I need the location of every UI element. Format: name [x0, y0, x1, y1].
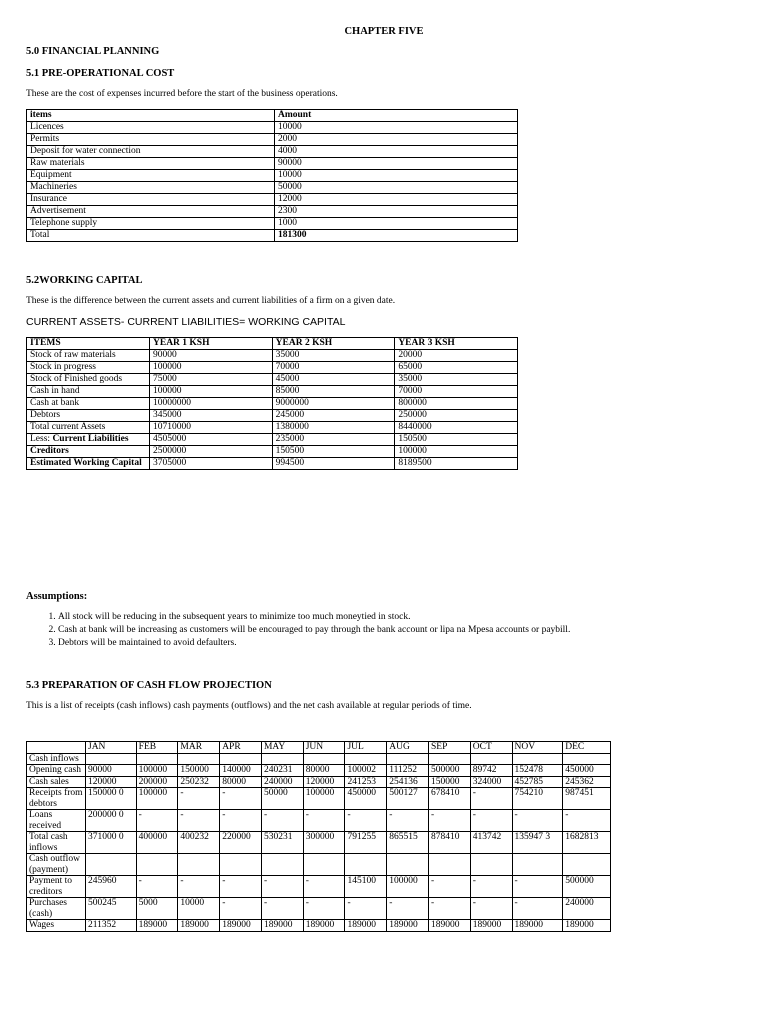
table-cell: 189000 — [512, 920, 563, 932]
table-cell: Receipts from debtors — [27, 788, 86, 810]
table-cell: 245362 — [563, 776, 611, 788]
table-row — [27, 218, 518, 230]
table-row — [27, 788, 611, 810]
table-row — [27, 876, 611, 898]
table-cell: Advertisement — [27, 206, 275, 218]
table-cell: 8189500 — [395, 458, 518, 470]
table-cell — [220, 854, 262, 876]
table-cell: 1000 — [275, 218, 518, 230]
table-cell: 70000 — [272, 362, 395, 374]
table-row — [27, 158, 518, 170]
table-cell: 791255 — [345, 832, 387, 854]
table-row — [27, 920, 611, 932]
table-cell: 10710000 — [150, 422, 273, 434]
table-cell: Deposit for water connection — [27, 146, 275, 158]
table-cell: - — [261, 810, 303, 832]
table-cell: - — [470, 876, 512, 898]
table-cell: 111252 — [387, 765, 429, 777]
assumption-item: 2. Cash at bank will be increasing as customers will be encouraged to pay through the bank account or lipa na Mpesa accounts or paybill. — [58, 624, 758, 637]
assumption-item: 1. All stock will be reducing in the subsequent years to minimize too much moneytied in stock. — [58, 611, 758, 624]
table-cell: - — [429, 810, 471, 832]
column-header: ITEMS — [27, 338, 150, 350]
table-cell: 150000 — [178, 765, 220, 777]
table-cell: 200000 0 — [86, 810, 137, 832]
chapter-title: CHAPTER FIVE — [344, 26, 424, 37]
table-cell: Total current Assets — [27, 422, 150, 434]
section-52-description: These is the difference between the current assets and current liabilities of a firm on a given date. — [26, 296, 396, 306]
table-row — [27, 362, 518, 374]
column-header: APR — [220, 742, 262, 754]
table-cell: Cash at bank — [27, 398, 150, 410]
table-cell: 189000 — [261, 920, 303, 932]
table-cell: 800000 — [395, 398, 518, 410]
table-cell — [303, 753, 345, 765]
table-cell: 50000 — [275, 182, 518, 194]
table-cell: 250232 — [178, 776, 220, 788]
table-cell: 65000 — [395, 362, 518, 374]
column-header: JUN — [303, 742, 345, 754]
table-cell: - — [178, 876, 220, 898]
table-cell: - — [470, 788, 512, 810]
table-cell: 10000000 — [150, 398, 273, 410]
less-current-liabilities — [27, 434, 150, 446]
table-cell: 12000 — [275, 194, 518, 206]
table-cell: - — [387, 898, 429, 920]
column-header: MAR — [178, 742, 220, 754]
column-header: NOV — [512, 742, 563, 754]
table-cell: Total cash inflows — [27, 832, 86, 854]
table-cell — [178, 753, 220, 765]
table-cell: 45000 — [272, 374, 395, 386]
table-cell: 150000 — [429, 776, 471, 788]
table-cell: Telephone supply — [27, 218, 275, 230]
table-cell — [345, 753, 387, 765]
table-cell: 2300 — [275, 206, 518, 218]
table-row — [27, 446, 518, 458]
section-53-description: This is a list of receipts (cash inflows) cash payments (outflows) and the net cash available at regular periods of time. — [26, 701, 472, 711]
table-cell — [470, 854, 512, 876]
table-cell: - — [261, 898, 303, 920]
table-cell: 189000 — [429, 920, 471, 932]
table-cell: 100002 — [345, 765, 387, 777]
table-cell: 189000 — [303, 920, 345, 932]
table-cell: 100000 — [387, 876, 429, 898]
table-cell: 240000 — [563, 898, 611, 920]
table-cell: 90000 — [86, 765, 137, 777]
table-cell: 987451 — [563, 788, 611, 810]
table-cell: - — [470, 898, 512, 920]
table-cell: - — [429, 898, 471, 920]
column-header: YEAR 1 KSH — [150, 338, 273, 350]
table-cell: 135947 3 — [512, 832, 563, 854]
table-cell: 500245 — [86, 898, 137, 920]
table-cell: 220000 — [220, 832, 262, 854]
table-row — [27, 206, 518, 218]
working-capital-formula: CURRENT ASSETS- CURRENT LIABILITIES= WORKING CAPITAL — [26, 316, 346, 328]
table-cell: 152478 — [512, 765, 563, 777]
table-cell: Insurance — [27, 194, 275, 206]
table-cell: 345000 — [150, 410, 273, 422]
table-cell: 250000 — [395, 410, 518, 422]
table-cell: - — [220, 788, 262, 810]
table-header-row — [27, 742, 611, 754]
assumptions-heading: Assumptions: — [26, 591, 88, 602]
section-50-heading: 5.0 FINANCIAL PLANNING — [26, 46, 160, 57]
table-cell: Permits — [27, 134, 275, 146]
table-cell: Creditors — [27, 446, 150, 458]
table-cell — [303, 854, 345, 876]
table-row — [27, 898, 611, 920]
column-header: FEB — [136, 742, 178, 754]
table-cell: Cash sales — [27, 776, 86, 788]
table-row — [27, 146, 518, 158]
table-cell: - — [345, 810, 387, 832]
table-cell: 1682813 — [563, 832, 611, 854]
table-cell: - — [261, 876, 303, 898]
column-header: items — [27, 110, 275, 122]
column-header: Amount — [275, 110, 518, 122]
table-row — [27, 854, 611, 876]
table-cell: 245960 — [86, 876, 137, 898]
table-cell: - — [303, 810, 345, 832]
table-cell: 240231 — [261, 765, 303, 777]
table-row — [27, 134, 518, 146]
table-cell: Licences — [27, 122, 275, 134]
table-cell: 20000 — [395, 350, 518, 362]
table-cell: Cash in hand — [27, 386, 150, 398]
table-cell: 120000 — [86, 776, 137, 788]
table-cell: 240000 — [261, 776, 303, 788]
table-cell: 241253 — [345, 776, 387, 788]
table-cell: Machineries — [27, 182, 275, 194]
table-row — [27, 374, 518, 386]
table-cell: 35000 — [395, 374, 518, 386]
working-capital-table — [26, 337, 518, 470]
table-cell: Stock in progress — [27, 362, 150, 374]
table-row — [27, 230, 518, 242]
table-cell: Payment to creditors — [27, 876, 86, 898]
table-cell — [470, 753, 512, 765]
table-cell: 500000 — [429, 765, 471, 777]
table-cell: 100000 — [136, 765, 178, 777]
table-cell: 254136 — [387, 776, 429, 788]
table-cell: 245000 — [272, 410, 395, 422]
table-row — [27, 398, 518, 410]
table-cell: 89742 — [470, 765, 512, 777]
table-cell — [178, 854, 220, 876]
table-cell: - — [563, 810, 611, 832]
table-cell: - — [387, 810, 429, 832]
table-cell: 100000 — [136, 788, 178, 810]
table-row — [27, 810, 611, 832]
table-cell: 400000 — [136, 832, 178, 854]
cash-flow-table — [26, 741, 611, 932]
table-cell: 189000 — [345, 920, 387, 932]
table-row — [27, 182, 518, 194]
table-cell: 189000 — [470, 920, 512, 932]
table-cell — [136, 854, 178, 876]
table-cell: 1380000 — [272, 422, 395, 434]
table-row — [27, 765, 611, 777]
table-cell: 100000 — [303, 788, 345, 810]
table-cell: Total — [27, 230, 275, 242]
table-cell: 413742 — [470, 832, 512, 854]
section-53-heading: 5.3 PREPARATION OF CASH FLOW PROJECTION — [26, 680, 272, 691]
column-header: YEAR 3 KSH — [395, 338, 518, 350]
column-header: JUL — [345, 742, 387, 754]
table-cell: 140000 — [220, 765, 262, 777]
table-cell: 145100 — [345, 876, 387, 898]
table-cell — [136, 753, 178, 765]
table-cell: 70000 — [395, 386, 518, 398]
assumption-item: 3. Debtors will be maintained to avoid defaulters. — [58, 637, 758, 650]
table-cell: 100000 — [395, 446, 518, 458]
section-51-heading: 5.1 PRE-OPERATIONAL COST — [26, 68, 175, 79]
table-header-row — [27, 110, 518, 122]
table-cell: 300000 — [303, 832, 345, 854]
table-cell: Stock of Finished goods — [27, 374, 150, 386]
table-cell: 371000 0 — [86, 832, 137, 854]
table-cell: 189000 — [220, 920, 262, 932]
table-row — [27, 122, 518, 134]
table-cell: 10000 — [275, 122, 518, 134]
table-cell: - — [512, 898, 563, 920]
table-row — [27, 458, 518, 470]
table-cell: 324000 — [470, 776, 512, 788]
table-cell: 35000 — [272, 350, 395, 362]
current-liabilities-label: Current Liabilities — [52, 434, 129, 444]
table-row — [27, 386, 518, 398]
table-cell: 150000 0 — [86, 788, 137, 810]
column-header: MAY — [261, 742, 303, 754]
table-cell: 8440000 — [395, 422, 518, 434]
table-cell: - — [345, 898, 387, 920]
table-row — [27, 194, 518, 206]
table-cell: 450000 — [345, 788, 387, 810]
table-cell: 530231 — [261, 832, 303, 854]
table-cell: Estimated Working Capital — [27, 458, 150, 470]
table-cell — [512, 753, 563, 765]
table-cell: Raw materials — [27, 158, 275, 170]
table-cell: 9000000 — [272, 398, 395, 410]
table-cell: 500127 — [387, 788, 429, 810]
table-cell: 450000 — [563, 765, 611, 777]
table-cell: 452785 — [512, 776, 563, 788]
table-cell: 10000 — [178, 898, 220, 920]
table-cell: 2000 — [275, 134, 518, 146]
table-cell: 200000 — [136, 776, 178, 788]
table-cell: Purchases (cash) — [27, 898, 86, 920]
table-cell: 10000 — [275, 170, 518, 182]
column-header: JAN — [86, 742, 137, 754]
table-cell — [86, 753, 137, 765]
table-cell: Equipment — [27, 170, 275, 182]
table-cell: 50000 — [261, 788, 303, 810]
table-cell: Opening cash — [27, 765, 86, 777]
column-header — [27, 742, 86, 754]
table-cell: 878410 — [429, 832, 471, 854]
table-row — [27, 753, 611, 765]
table-row — [27, 422, 518, 434]
section-52-heading: 5.2WORKING CAPITAL — [26, 275, 143, 286]
column-header: YEAR 2 KSH — [272, 338, 395, 350]
table-cell: - — [220, 810, 262, 832]
table-cell: 994500 — [272, 458, 395, 470]
column-header: OCT — [470, 742, 512, 754]
table-cell: 500000 — [563, 876, 611, 898]
table-header-row — [27, 338, 518, 350]
table-cell: 4000 — [275, 146, 518, 158]
table-cell — [429, 854, 471, 876]
table-cell: - — [429, 876, 471, 898]
table-cell: 150500 — [272, 446, 395, 458]
table-cell: 189000 — [387, 920, 429, 932]
table-cell: - — [512, 810, 563, 832]
table-cell: - — [220, 898, 262, 920]
preop-cost-table — [26, 109, 518, 242]
table-cell: Cash inflows — [27, 753, 86, 765]
table-cell — [345, 854, 387, 876]
table-cell: Debtors — [27, 410, 150, 422]
table-cell: 2500000 — [150, 446, 273, 458]
table-cell: 100000 — [150, 362, 273, 374]
table-row — [27, 170, 518, 182]
column-header: DEC — [563, 742, 611, 754]
table-cell: 189000 — [178, 920, 220, 932]
table-cell: 85000 — [272, 386, 395, 398]
table-cell: 5000 — [136, 898, 178, 920]
table-cell — [563, 854, 611, 876]
table-cell: - — [136, 810, 178, 832]
table-cell: - — [470, 810, 512, 832]
table-cell: Loans received — [27, 810, 86, 832]
table-cell: - — [303, 898, 345, 920]
table-cell: 235000 — [272, 434, 395, 446]
table-cell: Cash outflow (payment) — [27, 854, 86, 876]
table-cell: - — [178, 810, 220, 832]
table-row — [27, 832, 611, 854]
table-cell: - — [178, 788, 220, 810]
table-row — [27, 350, 518, 362]
table-cell: Stock of raw materials — [27, 350, 150, 362]
table-cell: - — [220, 876, 262, 898]
section-51-description: These are the cost of expenses incurred before the start of the business operations. — [26, 89, 338, 99]
table-cell: - — [136, 876, 178, 898]
table-cell — [261, 753, 303, 765]
table-cell: 3705000 — [150, 458, 273, 470]
table-cell — [512, 854, 563, 876]
table-cell: - — [303, 876, 345, 898]
table-cell: 189000 — [136, 920, 178, 932]
table-cell: 400232 — [178, 832, 220, 854]
table-cell: 100000 — [150, 386, 273, 398]
table-cell: 80000 — [303, 765, 345, 777]
table-cell: 865515 — [387, 832, 429, 854]
table-cell: 211352 — [86, 920, 137, 932]
assumptions-list — [26, 611, 758, 650]
table-cell — [261, 854, 303, 876]
less-prefix: Less: — [30, 434, 53, 444]
table-cell — [387, 854, 429, 876]
table-cell: 754210 — [512, 788, 563, 810]
table-cell: 678410 — [429, 788, 471, 810]
table-cell: 90000 — [150, 350, 273, 362]
table-cell — [220, 753, 262, 765]
table-cell: 75000 — [150, 374, 273, 386]
table-cell — [387, 753, 429, 765]
table-cell: - — [512, 876, 563, 898]
column-header: SEP — [429, 742, 471, 754]
table-row — [27, 410, 518, 422]
table-cell: 4505000 — [150, 434, 273, 446]
table-cell: 120000 — [303, 776, 345, 788]
table-cell: 150500 — [395, 434, 518, 446]
table-cell: Wages — [27, 920, 86, 932]
table-cell — [563, 753, 611, 765]
table-cell: 80000 — [220, 776, 262, 788]
column-header: AUG — [387, 742, 429, 754]
table-cell: 189000 — [563, 920, 611, 932]
table-cell: 181300 — [275, 230, 518, 242]
table-cell: 90000 — [275, 158, 518, 170]
table-row — [27, 434, 518, 446]
table-row — [27, 776, 611, 788]
table-cell — [86, 854, 137, 876]
table-cell — [429, 753, 471, 765]
